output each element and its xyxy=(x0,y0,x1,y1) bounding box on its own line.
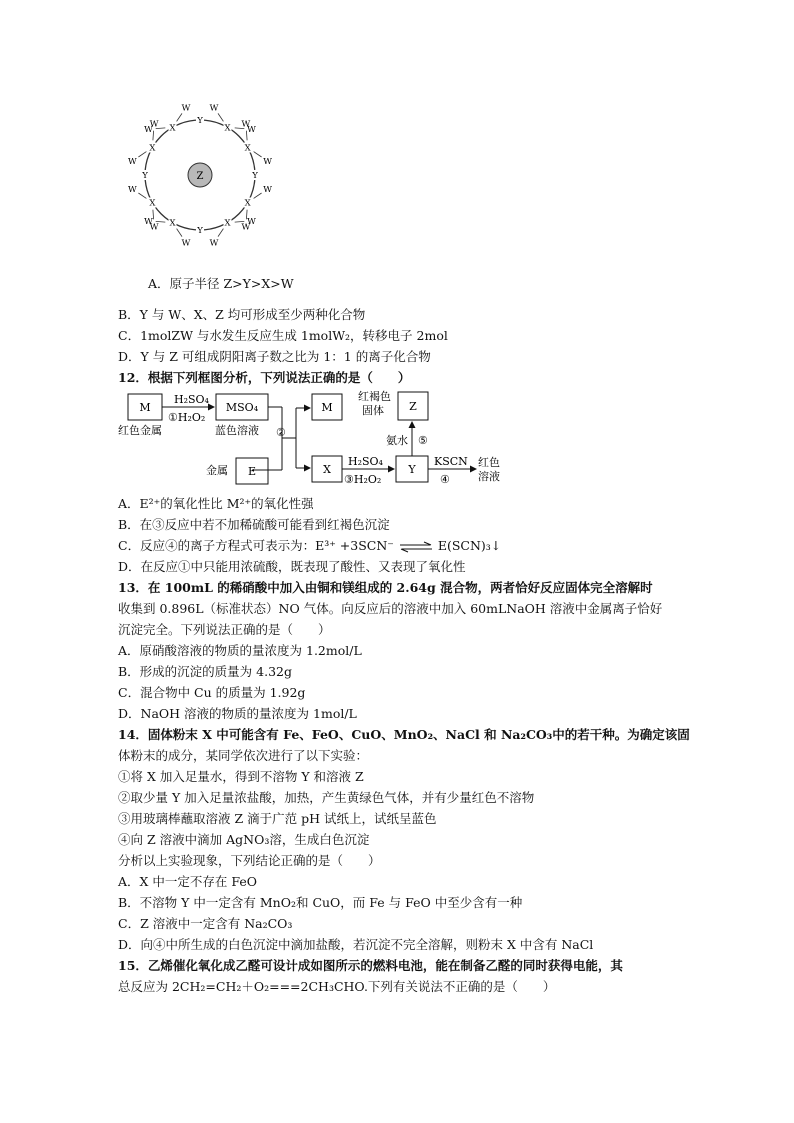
ring-structure-figure xyxy=(120,100,290,260)
box-z-label: Z xyxy=(409,400,417,413)
q13-stem-3: 沉淀完全。下列说法正确的是（ ） xyxy=(118,622,331,637)
box-e-label: E xyxy=(247,465,257,478)
q14-exp-4: ④向 Z 溶液中滴加 AgNO₃溶，生成白色沉淀 xyxy=(118,832,370,847)
ring-atom-w: W xyxy=(181,238,191,249)
reagent-h2so4-3: H₂SO₄ xyxy=(348,455,383,468)
ring-atom-w: W xyxy=(241,222,251,233)
ring-bond xyxy=(153,131,154,141)
ring-bond xyxy=(138,193,146,198)
ring-atom-w: W xyxy=(181,103,191,114)
q12-option-d: D．在反应①中只能用浓硫酸，既表现了酸性、又表现了氧化性 xyxy=(118,559,466,574)
step-4: ④ xyxy=(440,473,450,486)
ring-atom-x: X xyxy=(169,123,176,134)
label-red-solution-2: 溶液 xyxy=(478,470,500,483)
q12-option-c-suffix: E(SCN)₃↓ xyxy=(437,538,502,553)
q11-option-b: B．Y 与 W、X、Z 均可形成至少两种化合物 xyxy=(118,307,366,322)
ring-atom-w: W xyxy=(128,157,137,167)
q14-analysis: 分析以上实验现象，下列结论正确的是（ ） xyxy=(118,853,381,868)
reagent-kscn: KSCN xyxy=(434,455,468,468)
q12-stem: 12．根据下列框图分析，下列说法正确的是（ ） xyxy=(118,370,411,385)
ring-atom-w: W xyxy=(149,119,159,130)
ring-atom-y: Y xyxy=(252,171,258,181)
q15-stem-2: 总反应为 2CH₂=CH₂＋O₂===2CH₃CHO.下列有关说法不正确的是（ ） xyxy=(118,979,556,994)
q15-stem-1: 15．乙烯催化氧化成乙醛可设计成如图所示的燃料电池，能在制备乙醛的同时获得电能，其 xyxy=(118,958,623,973)
ring-atom-y: Y xyxy=(142,171,148,181)
q14-stem-1: 14．固体粉末 X 中可能含有 Fe、FeO、CuO、MnO₂、NaCl 和 Na₂CO₃中的若干种。为确定该固 xyxy=(118,727,690,742)
q11-option-a: A．原子半径 Z>Y>X>W xyxy=(148,276,294,291)
q14-stem-2: 体粉末的成分，某同学依次进行了以下实验： xyxy=(118,748,369,763)
q14-option-a: A．X 中一定不存在 FeO xyxy=(118,874,258,889)
q14-exp-3: ③用玻璃棒蘸取溶液 Z 滴于广范 pH 试纸上，试纸呈蓝色 xyxy=(118,811,437,826)
box-y-label: Y xyxy=(408,463,416,476)
q14-option-b: B．不溶物 Y 中一定含有 MnO₂和 CuO，而 Fe 与 FeO 中至少含有一种 xyxy=(118,895,523,910)
q12-option-c-prefix: C．反应④的离子方程式可表示为：E³⁺ +3SCN⁻ xyxy=(118,538,394,553)
ring-atom-w: W xyxy=(263,157,272,167)
ring-atom-x: X xyxy=(169,218,176,229)
ring-bond xyxy=(177,113,182,121)
ring-atom-x: X xyxy=(224,123,231,134)
ring-atom-x: X xyxy=(149,143,156,154)
label-metal: 金属 xyxy=(206,464,228,477)
ring-atom-w: W xyxy=(209,103,219,114)
box-mso4-label: MSO₄ xyxy=(225,401,259,414)
ring-atom-w: W xyxy=(263,185,272,195)
ring-atom-w: W xyxy=(128,185,137,195)
ring-atom-w: W xyxy=(149,222,159,233)
ring-atom-y: Y xyxy=(197,116,203,126)
box-x-label: X xyxy=(323,463,331,476)
reagent-ammonia: 氨水 xyxy=(386,434,408,447)
q13-stem-2: 收集到 0.896L（标准状态）NO 气体。向反应后的溶液中加入 60mLNaOH 溶液中金属离子恰好 xyxy=(118,601,663,616)
label-red-solution-1: 红色 xyxy=(478,456,500,469)
reagent-h2o2-3: ③H₂O₂ xyxy=(344,473,382,486)
q13-option-b: B．形成的沉淀的质量为 4.32g xyxy=(118,664,292,679)
ring-bond xyxy=(254,193,262,198)
reagent-h2so4-1: H₂SO₄ xyxy=(174,393,209,406)
q11-option-c: C．1molZW 与水发生反应生成 1molW₂，转移电子 2mol xyxy=(118,328,448,343)
ring-bond xyxy=(254,152,262,157)
q13-stem-1-text: 13．在 100mL 的稀硝酸中加入由铜和镁组成的 2.64g 混合物，两者恰好反应固体完全溶解时 xyxy=(118,580,653,595)
ring-bond xyxy=(177,229,182,237)
q13-stem-1 xyxy=(118,579,653,597)
step-5: ⑤ xyxy=(418,434,428,447)
q13-option-c: C．混合物中 Cu 的质量为 1.92g xyxy=(118,685,306,700)
q14-exp-1: ①将 X 加入足量水，得到不溶物 Y 和溶液 Z xyxy=(118,769,364,784)
box-m2-label: M xyxy=(321,401,333,414)
q13-option-d: D．NaOH 溶液的物质的量浓度为 1mol/L xyxy=(118,706,357,721)
ring-atom-w: W xyxy=(144,125,153,136)
q14-option-d: D．向④中所生成的白色沉淀中滴加盐酸，若沉淀不完全溶解，则粉末 X 中含有 NaCl xyxy=(118,937,594,952)
ring-atom-x: X xyxy=(149,198,156,209)
label-blue-solution: 蓝色溶液 xyxy=(215,424,259,437)
q13-option-a: A．原硝酸溶液的物质的量浓度为 1.2mol/L xyxy=(118,643,362,658)
label-redbrown-2: 固体 xyxy=(362,404,384,417)
reagent-h2o2-1: ①H₂O₂ xyxy=(168,411,206,424)
step-2: ② xyxy=(276,426,286,439)
q12-flowchart xyxy=(118,388,518,492)
q12-option-c xyxy=(118,537,501,555)
equilibrium-arrow-icon xyxy=(398,541,434,553)
q11-option-d: D．Y 与 Z 可组成阴阳离子数之比为 1：1 的离子化合物 xyxy=(118,349,431,364)
ring-bond xyxy=(153,210,154,220)
ring-atom-w: W xyxy=(247,125,256,136)
ring-atom-w: W xyxy=(241,119,251,130)
q14-option-c: C．Z 溶液中一定含有 Na₂CO₃ xyxy=(118,916,293,931)
ring-atom-x: X xyxy=(244,198,251,209)
q14-exp-2: ②取少量 Y 加入足量浓盐酸，加热，产生黄绿色气体，并有少量红色不溶物 xyxy=(118,790,535,805)
ring-atom-y: Y xyxy=(197,226,203,236)
ring-atom-w: W xyxy=(209,238,219,249)
ring-atom-x: X xyxy=(244,143,251,154)
ring-bond xyxy=(218,113,223,121)
ring-bond xyxy=(138,152,146,157)
box-m1-label: M xyxy=(139,401,151,414)
ring-atom-w: W xyxy=(144,216,153,227)
label-redbrown-1: 红褐色 xyxy=(358,390,391,403)
ring-bond xyxy=(218,229,223,237)
ring-atom-w: W xyxy=(247,216,256,227)
label-red-metal: 红色金属 xyxy=(118,424,162,437)
q12-option-a: A．E²⁺的氧化性比 M²⁺的氧化性强 xyxy=(118,496,314,511)
q12-option-b: B．在③反应中若不加稀硫酸可能看到红褐色沉淀 xyxy=(118,517,390,532)
z-atom-label: Z xyxy=(196,171,204,182)
ring-atom-x: X xyxy=(224,218,231,229)
